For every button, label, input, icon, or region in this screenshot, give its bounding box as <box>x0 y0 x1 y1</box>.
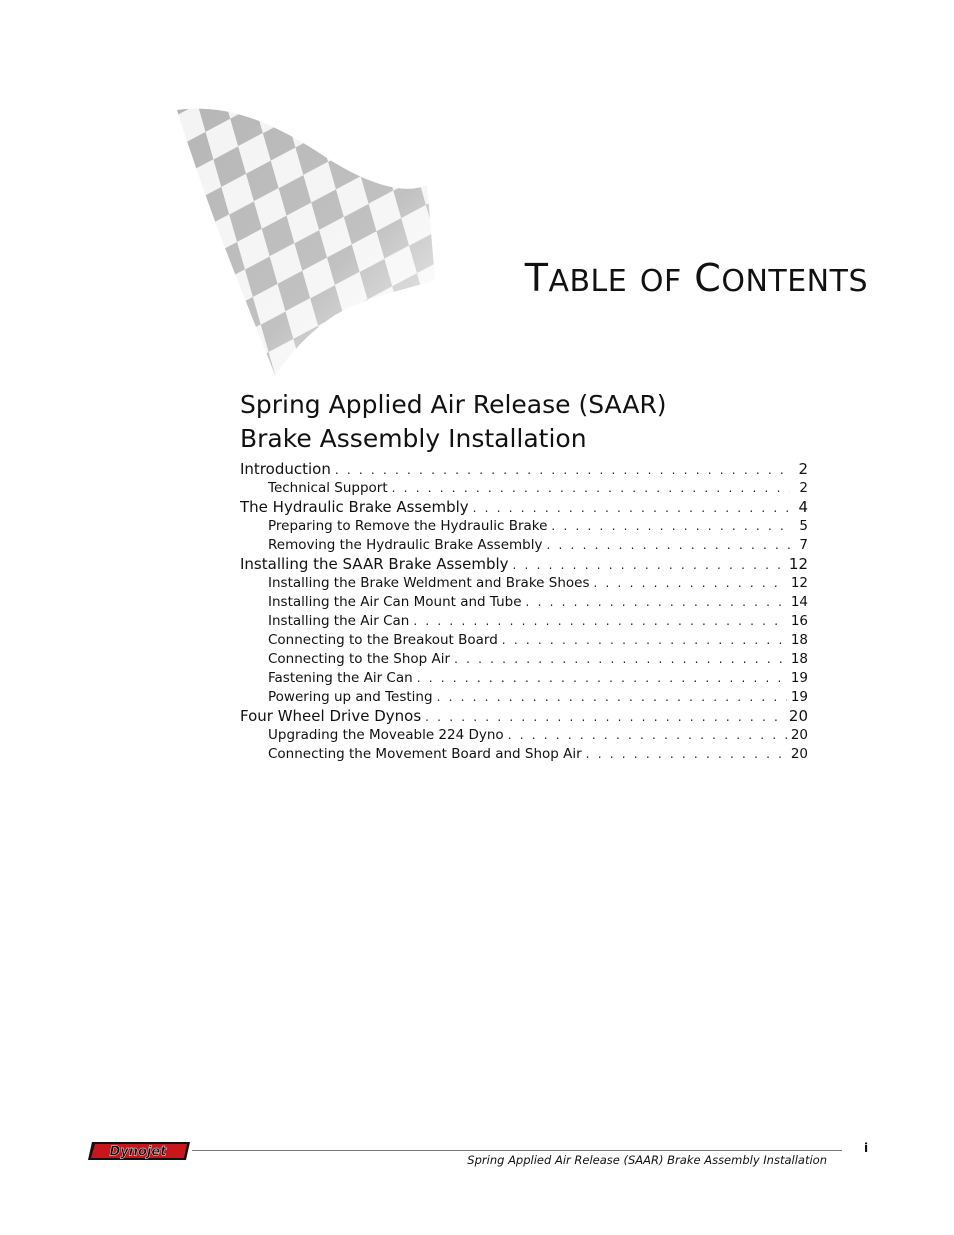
toc-entry[interactable]: Installing the Air Can . . . 16 <box>240 612 808 631</box>
page-number: i <box>864 1141 869 1155</box>
toc-entry[interactable]: Removing the Hydraulic Brake Assembly . . . 7 <box>240 536 808 555</box>
toc-entry[interactable]: Upgrading the Moveable 224 Dyno . . . 20 <box>240 726 808 745</box>
svg-text:Dynojet: Dynojet <box>109 1144 167 1160</box>
toc-list <box>240 460 808 764</box>
document-title-line1: Spring Applied Air Release (SAAR) <box>240 390 667 419</box>
dynojet-logo <box>86 1140 192 1162</box>
checkered-flag-icon <box>165 90 455 380</box>
toc-entry[interactable]: Technical Support . . . 2 <box>240 479 808 498</box>
toc-heading: TABLE OF CONTENTS <box>524 256 868 300</box>
toc-entry[interactable]: Installing the SAAR Brake Assembly . . . 12 <box>240 555 808 574</box>
toc-entry[interactable]: Connecting to the Shop Air . . . 18 <box>240 650 808 669</box>
toc-entry[interactable]: The Hydraulic Brake Assembly . . . 4 <box>240 498 808 517</box>
toc-entry[interactable]: Connecting to the Breakout Board . . . 18 <box>240 631 808 650</box>
toc-entry[interactable]: Powering up and Testing . . . 19 <box>240 688 808 707</box>
footer-rule <box>192 1150 842 1151</box>
document-title-line2: Brake Assembly Installation <box>240 424 587 453</box>
toc-entry[interactable]: Fastening the Air Can . . . 19 <box>240 669 808 688</box>
toc-entry[interactable]: Installing the Brake Weldment and Brake Shoes . . . 12 <box>240 574 808 593</box>
toc-entry[interactable]: Preparing to Remove the Hydraulic Brake . . . 5 <box>240 517 808 536</box>
toc-entry[interactable]: Introduction . . . 2 <box>240 460 808 479</box>
toc-entry[interactable]: Four Wheel Drive Dynos . . . 20 <box>240 707 808 726</box>
document-title <box>240 388 667 456</box>
toc-entry[interactable]: Installing the Air Can Mount and Tube . . . 14 <box>240 593 808 612</box>
toc-entry[interactable]: Connecting the Movement Board and Shop Air . . . 20 <box>240 745 808 764</box>
footer-document-title: Spring Applied Air Release (SAAR) Brake Assembly Installation <box>467 1153 827 1167</box>
